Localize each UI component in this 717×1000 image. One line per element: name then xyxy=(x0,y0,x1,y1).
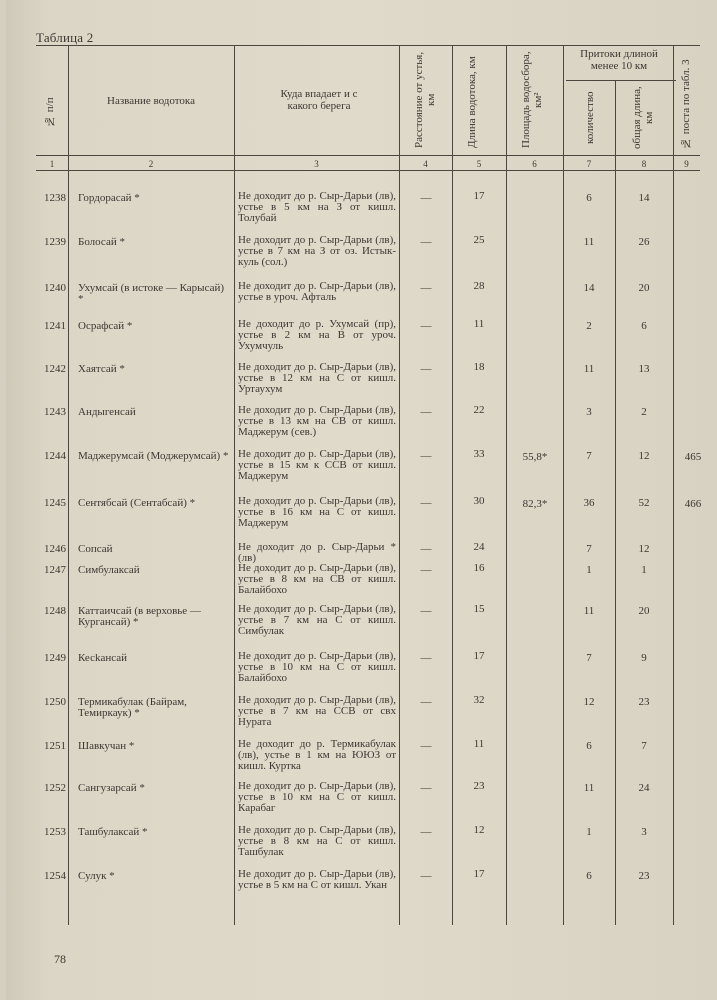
tributary-total-length: 1 xyxy=(641,564,647,576)
row-number: 1247 xyxy=(44,564,66,576)
tributary-total-length: 7 xyxy=(641,740,647,752)
watercourse-length: 16 xyxy=(473,562,485,574)
row-number: 1250 xyxy=(44,696,66,708)
distance-from-mouth: — xyxy=(420,826,432,838)
watercourse-length: 23 xyxy=(473,780,485,792)
catchment-area: 55,8* xyxy=(522,451,548,463)
row-number: 1248 xyxy=(44,605,66,617)
watercourse-name: Сопсай xyxy=(78,543,113,555)
inflow-description: Не доходит до р. Сыр-Дарьи (лв), устье в 15 км к ССВ от кишл. Маджерум xyxy=(238,448,396,483)
tributary-total-length: 12 xyxy=(638,543,650,555)
page-number: 78 xyxy=(54,952,66,966)
inflow-description: Не доходит до р. Сыр-Дарьи (лв), устье в 10 км на С от кишл. Карабаг xyxy=(238,780,396,815)
post-number: 466 xyxy=(684,498,702,510)
inflow-description: Не доходит до р. Сыр-Дарьи (лв), устье в 12 км на С от кишл. Уртаухум xyxy=(238,361,396,396)
inflow-description: Не доходит до р. Сыр-Дарьи (лв), устье в 8 км на С от кишл. Ташбулак xyxy=(238,824,396,859)
table-row xyxy=(6,695,717,739)
tributary-total-length: 20 xyxy=(638,605,650,617)
watercourse-length: 28 xyxy=(473,280,485,292)
tributary-count: 7 xyxy=(586,450,592,462)
column-number-6: 6 xyxy=(532,159,537,169)
row-number: 1245 xyxy=(44,497,66,509)
watercourse-length: 18 xyxy=(473,361,485,373)
watercourse-name: Болосай * xyxy=(78,236,125,248)
watercourse-name: Маджерумсай (Моджерумсай) * xyxy=(78,450,229,462)
distance-from-mouth: — xyxy=(420,236,432,248)
header-area: Площадь водосбора, км² xyxy=(520,51,544,149)
inflow-description: Не доходит до р. Сыр-Дарьи (лв), устье в 13 км на СВ от кишл. Маджерум (сев.) xyxy=(238,404,396,439)
header-bottom-rule xyxy=(36,155,700,156)
header-post: № поста по табл. 3 xyxy=(680,59,692,149)
tributary-count: 6 xyxy=(586,870,592,882)
column-number-8: 8 xyxy=(641,159,647,169)
tributary-count: 11 xyxy=(583,363,595,375)
tributary-total-length: 52 xyxy=(638,497,650,509)
row-number: 1242 xyxy=(44,363,66,375)
table-row xyxy=(6,362,717,405)
watercourse-length: 17 xyxy=(473,650,485,662)
table-row xyxy=(6,449,717,496)
table-row xyxy=(6,739,717,781)
watercourse-name: Гордорасай * xyxy=(78,192,140,204)
tributary-count: 1 xyxy=(586,826,592,838)
distance-from-mouth: — xyxy=(420,564,432,576)
distance-from-mouth: — xyxy=(420,192,432,204)
table-row xyxy=(6,563,717,604)
header-length: Длина водотока, км xyxy=(466,56,478,149)
tributary-count: 6 xyxy=(586,192,592,204)
watercourse-length: 32 xyxy=(473,694,485,706)
inflow-description: Не доходит до р. Сыр-Дарьи (лв), устье в 7 км на З от оз. Истык-куль (сол.) xyxy=(238,234,396,269)
watercourse-name: Ташбулаксай * xyxy=(78,826,148,838)
distance-from-mouth: — xyxy=(420,282,432,294)
tributary-count: 6 xyxy=(586,740,592,752)
tributary-total-length: 13 xyxy=(638,363,650,375)
table-row xyxy=(6,405,717,449)
row-number: 1240 xyxy=(44,282,66,294)
distance-from-mouth: — xyxy=(420,320,432,332)
watercourse-name: Осрафсай * xyxy=(78,320,133,332)
column-number-4: 4 xyxy=(423,159,428,169)
tributary-count: 3 xyxy=(586,406,592,418)
inflow-description: Не доходит до р. Сыр-Дарьи (лв), устье в уроч. Афталь xyxy=(238,280,396,304)
row-number: 1254 xyxy=(44,870,66,882)
table-row xyxy=(6,235,717,281)
watercourse-name: Каттаичсай (в верховье — Кургансай) * xyxy=(78,605,201,629)
table-row xyxy=(6,319,717,362)
table-caption: Таблица 2 xyxy=(36,30,94,45)
table-row xyxy=(6,604,717,651)
row-number: 1243 xyxy=(44,406,66,418)
tributary-count: 1 xyxy=(586,564,592,576)
table-row xyxy=(6,542,717,563)
tributary-count: 7 xyxy=(586,652,592,664)
table-row xyxy=(6,869,717,917)
tributary-count: 11 xyxy=(583,782,595,794)
watercourse-name: Хаятсай * xyxy=(78,363,125,375)
column-number-5: 5 xyxy=(476,159,482,169)
distance-from-mouth: — xyxy=(420,782,432,794)
watercourse-name: Сентябсай (Сентабсай) * xyxy=(78,497,196,509)
distance-from-mouth: — xyxy=(420,450,432,462)
tributary-total-length: 2 xyxy=(641,406,647,418)
group-header-rule xyxy=(566,80,676,81)
watercourse-name: Симбулаксай xyxy=(78,564,140,576)
header-distance: Расстояние от устья, км xyxy=(413,51,437,149)
row-number: 1239 xyxy=(44,236,66,248)
distance-from-mouth: — xyxy=(420,652,432,664)
distance-from-mouth: — xyxy=(420,605,432,617)
watercourse-length: 11 xyxy=(473,318,485,330)
tributary-total-length: 6 xyxy=(641,320,647,332)
tributary-count: 14 xyxy=(583,282,595,294)
inflow-description: Не доходит до р. Сыр-Дарьи (лв), устье в 16 км на С от кишл. Маджерум xyxy=(238,495,396,530)
column-number-2: 2 xyxy=(148,159,154,169)
catchment-area: 82,3* xyxy=(522,498,548,510)
watercourse-length: 17 xyxy=(473,190,485,202)
inflow-description: Не доходит до р. Термикабулак (лв), устье в 1 км на ЮЮЗ от кишл. Куртка xyxy=(238,738,396,773)
watercourse-length: 25 xyxy=(473,234,485,246)
post-number: 465 xyxy=(684,451,702,463)
tributary-count: 11 xyxy=(583,605,595,617)
tributary-total-length: 3 xyxy=(641,826,647,838)
inflow-description: Не доходит до р. Ухумсай (пр), устье в 2 км на В от уроч. Ухумчуль xyxy=(238,318,396,353)
row-number: 1249 xyxy=(44,652,66,664)
tributary-count: 12 xyxy=(583,696,595,708)
watercourse-name: Шавкучан * xyxy=(78,740,135,752)
watercourse-length: 24 xyxy=(473,541,485,553)
watercourse-name: Ухумсай (в истоке — Карысай) * xyxy=(78,282,225,306)
column-number-7: 7 xyxy=(586,159,592,169)
inflow-description: Не доходит до р. Сыр-Дарьи * (лв) xyxy=(238,541,396,565)
tributary-total-length: 14 xyxy=(638,192,650,204)
distance-from-mouth: — xyxy=(420,406,432,418)
column-number-rule xyxy=(36,170,700,171)
watercourse-length: 17 xyxy=(473,868,485,880)
tributary-total-length: 23 xyxy=(638,696,650,708)
table-row xyxy=(6,191,717,235)
inflow-description: Не доходит до р. Сыр-Дарьи (лв), устье в 5 км на С от кишл. Укан xyxy=(238,868,396,892)
table-row xyxy=(6,281,717,319)
inflow-description: Не доходит до р. Сыр-Дарьи (лв), устье в 10 км на С от кишл. Балайбохо xyxy=(238,650,396,685)
book-page xyxy=(6,0,717,1000)
watercourse-length: 12 xyxy=(473,824,485,836)
column-number-3: 3 xyxy=(314,159,319,169)
tributary-count: 36 xyxy=(583,497,595,509)
tributary-total-length: 24 xyxy=(638,782,650,794)
watercourse-name: Кесkансай xyxy=(78,652,128,664)
table-row xyxy=(6,781,717,825)
watercourse-length: 30 xyxy=(473,495,485,507)
watercourse-name: Сулук * xyxy=(78,870,115,882)
tributary-count: 2 xyxy=(586,320,592,332)
header-total-length: общая длина, км xyxy=(631,86,655,150)
watercourse-name: Сангузарсай * xyxy=(78,782,145,794)
inflow-description: Не доходит до р. Сыр-Дарьи (лв), устье в 7 км на С от кишл. Симбулак xyxy=(238,603,396,638)
row-number: 1238 xyxy=(44,192,66,204)
tributary-total-length: 26 xyxy=(638,236,650,248)
header-number: № п/п xyxy=(44,97,56,127)
distance-from-mouth: — xyxy=(420,543,432,555)
table-row xyxy=(6,496,717,542)
row-number: 1251 xyxy=(44,740,66,752)
watercourse-length: 11 xyxy=(473,738,485,750)
header-inflow: Куда впадает и с какого берега xyxy=(280,88,358,112)
table-top-rule xyxy=(36,45,700,46)
watercourse-name: Андыгенсай xyxy=(78,406,136,418)
tributary-count: 7 xyxy=(586,543,592,555)
table-row xyxy=(6,825,717,869)
tributary-total-length: 20 xyxy=(638,282,650,294)
tributary-total-length: 23 xyxy=(638,870,650,882)
watercourse-name: Термикабулак (Байрам, Темиркаук) * xyxy=(78,696,187,720)
header-count: количество xyxy=(584,91,596,145)
distance-from-mouth: — xyxy=(420,870,432,882)
tributary-total-length: 12 xyxy=(638,450,650,462)
inflow-description: Не доходит до р. Сыр-Дарьи (лв), устье в 5 км на З от кишл. Толубай xyxy=(238,190,396,225)
distance-from-mouth: — xyxy=(420,497,432,509)
distance-from-mouth: — xyxy=(420,740,432,752)
row-number: 1246 xyxy=(44,543,66,555)
table-row xyxy=(6,651,717,695)
tributary-total-length: 9 xyxy=(641,652,647,664)
tributary-count: 11 xyxy=(583,236,595,248)
column-number-1: 1 xyxy=(49,159,55,169)
watercourse-length: 15 xyxy=(473,603,485,615)
row-number: 1252 xyxy=(44,782,66,794)
watercourse-length: 33 xyxy=(473,448,485,460)
column-number-9: 9 xyxy=(684,159,689,169)
watercourse-length: 22 xyxy=(473,404,485,416)
header-name: Название водотока xyxy=(107,95,195,107)
row-number: 1253 xyxy=(44,826,66,838)
inflow-description: Не доходит до р. Сыр-Дарьи (лв), устье в 7 км на ССВ от свх Нурата xyxy=(238,694,396,729)
row-number: 1244 xyxy=(44,450,66,462)
row-number: 1241 xyxy=(44,320,66,332)
distance-from-mouth: — xyxy=(420,696,432,708)
header-tributaries: Притоки длиной менее 10 км xyxy=(580,48,658,72)
distance-from-mouth: — xyxy=(420,363,432,375)
inflow-description: Не доходит до р. Сыр-Дарьи (лв), устье в 8 км на СВ от кишл. Балайбохо xyxy=(238,562,396,597)
